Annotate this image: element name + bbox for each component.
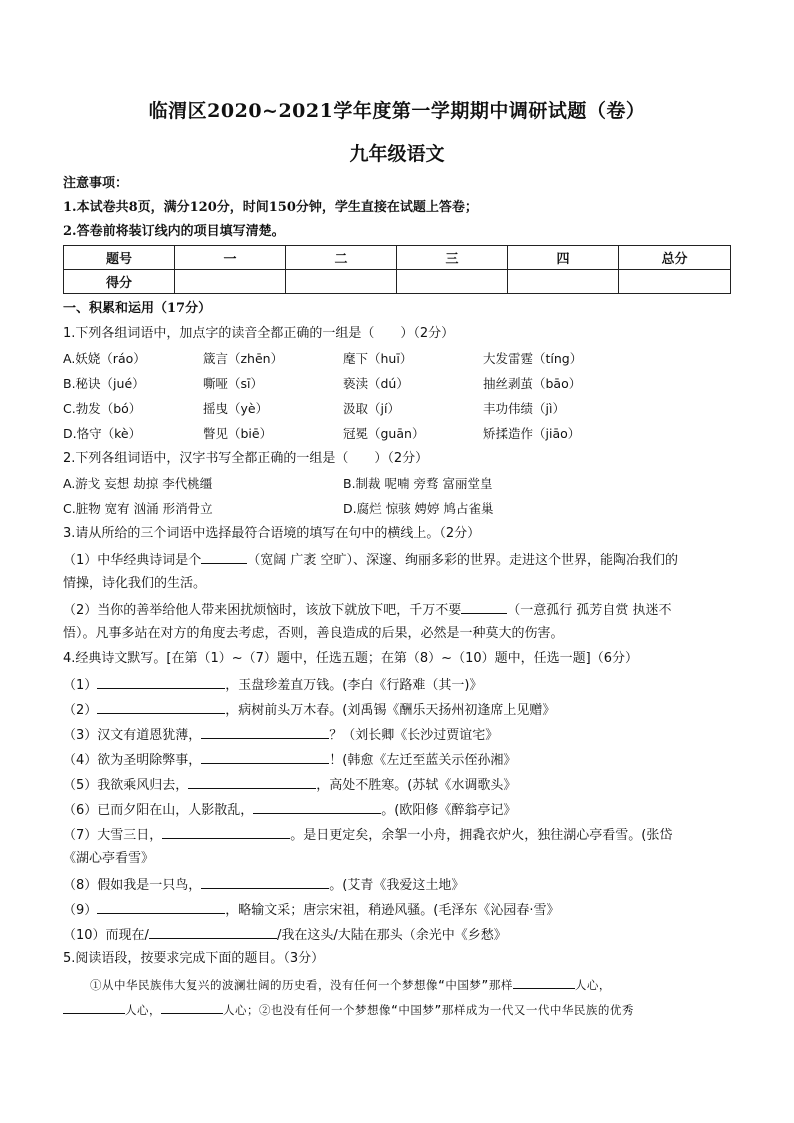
option-item: 瞥见（biē） xyxy=(203,426,273,441)
score-cell[interactable] xyxy=(508,270,619,294)
poem-text: /我在这头/大陆在那头（余光中《乡愁》 xyxy=(276,928,507,943)
passage-line xyxy=(90,974,611,995)
notice-item-1: 1.本试卷共8页，满分120分，时间150分钟，学生直接在试题上答卷； xyxy=(63,200,478,215)
answer-blank[interactable] xyxy=(201,874,329,889)
poem-text: （8）假如我是一只鸟， xyxy=(63,878,202,893)
answer-blank[interactable] xyxy=(162,824,290,839)
section-heading: 一、积累和运用（17分） xyxy=(63,301,212,316)
question-sentence xyxy=(63,599,672,621)
option-item: C.脏物 宽宥 汹涌 形消骨立 xyxy=(63,501,213,516)
answer-blank[interactable] xyxy=(149,924,277,939)
poem-line xyxy=(63,874,464,896)
poem-text: ，略输文采；唐宗宋祖，稍逊风骚。(毛泽东《沁园春·雪》 xyxy=(225,903,560,918)
poem-text: （1） xyxy=(63,678,98,693)
answer-blank[interactable] xyxy=(188,774,316,789)
poem-line xyxy=(63,799,516,821)
passage-text: 人心， xyxy=(125,1003,161,1017)
option-item: B.秘诀（jué） xyxy=(63,376,145,391)
answer-blank[interactable] xyxy=(97,699,225,714)
question-stem: 5.阅读语段，按要求完成下面的题目。（3分） xyxy=(63,951,325,966)
score-table-score-row xyxy=(64,270,731,294)
poem-text: （3）汉文有道恩犹薄， xyxy=(63,728,202,743)
exam-title: 临渭区2020~2021学年度第一学期期中调研试题（卷） xyxy=(148,100,646,122)
answer-blank[interactable] xyxy=(201,549,247,564)
score-cell[interactable] xyxy=(397,270,508,294)
option-item: 抽丝剥茧（bāo） xyxy=(483,376,582,391)
question-stem: 4.经典诗文默写。[在第（1）~（7）题中，任选五题；在第（8）~（10）题中，任选一题]（6分） xyxy=(63,651,638,666)
score-cell[interactable] xyxy=(619,270,731,294)
question-stem: 2.下列各组词语中，汉字书写全都正确的一组是（ ）（2分） xyxy=(63,451,429,466)
poem-text: （6）已而夕阳在山，人影散乱， xyxy=(63,803,254,818)
poem-text: （2） xyxy=(63,703,98,718)
poem-text: ？（刘长卿《长沙过贾谊宅》 xyxy=(329,728,499,743)
passage-text: 人心；②也没有任何一个梦想像“中国梦”那样成为一代又一代中华民族的优秀 xyxy=(223,1003,634,1017)
poem-line xyxy=(63,899,560,921)
table-row-label: 得分 xyxy=(64,270,175,294)
poem-text: （5）我欲乘风归去， xyxy=(63,778,189,793)
exam-subtitle: 九年级语文 xyxy=(349,143,445,165)
sentence-text: （宽阔 广袤 空旷）、深邃、绚丽多彩的世界。走进这个世界，能陶冶我们的 xyxy=(247,553,679,568)
score-table-header-row xyxy=(64,246,731,270)
sentence-text: 情操，诗化我们的生活。 xyxy=(63,576,207,591)
poem-line xyxy=(63,724,498,746)
answer-blank[interactable] xyxy=(461,599,507,614)
answer-blank[interactable] xyxy=(201,749,329,764)
poem-text: 。(艾青《我爱这土地》 xyxy=(329,878,465,893)
option-item: 箴言（zhēn） xyxy=(203,351,284,366)
option-item: A.游戈 妄想 劫掠 李代桃缰 xyxy=(63,476,213,491)
option-item: B.制裁 呢喃 旁骛 富丽堂皇 xyxy=(343,476,493,491)
table-header-cell: 四 xyxy=(508,246,619,270)
notice-item-2: 2.答卷前将装订线内的项目填写清楚。 xyxy=(63,224,285,239)
poem-text: ，高处不胜寒。(苏轼《水调歌头》 xyxy=(316,778,517,793)
option-item: D.腐烂 惊骇 娉婷 鸠占雀巢 xyxy=(343,501,494,516)
option-item: 嘶哑（sī） xyxy=(203,376,263,391)
poem-text: 。(欧阳修《醉翁亭记》 xyxy=(381,803,517,818)
table-header-cell: 三 xyxy=(397,246,508,270)
option-item: 麾下（huī） xyxy=(343,351,413,366)
poem-text: （10）而现在/ xyxy=(63,928,149,943)
score-cell[interactable] xyxy=(175,270,286,294)
passage-text: ①从中华民族伟大复兴的波澜壮阔的历史看，没有任何一个梦想像“中国梦”那样 xyxy=(90,978,513,992)
option-item: 摇曳（yè） xyxy=(203,401,269,416)
option-item: C.勃发（bó） xyxy=(63,401,142,416)
sentence-text: （2）当你的善举给他人带来困扰烦恼时，该放下就放下吧，千万不要 xyxy=(63,603,462,618)
answer-blank[interactable] xyxy=(253,799,381,814)
score-cell[interactable] xyxy=(286,270,397,294)
sentence-text: （1）中华经典诗词是个 xyxy=(63,553,202,568)
poem-text: （7）大雪三日， xyxy=(63,828,163,843)
sentence-text: （一意孤行 孤芳自赏 执迷不 xyxy=(507,603,672,618)
question-stem: 1.下列各组词语中，加点字的读音全都正确的一组是（ ）（2分） xyxy=(63,326,455,341)
poem-line xyxy=(63,699,555,721)
notice-heading: 注意事项： xyxy=(63,176,129,191)
table-header-cell: 题号 xyxy=(64,246,175,270)
poem-line xyxy=(63,674,482,696)
poem-line xyxy=(63,774,516,796)
poem-line xyxy=(63,824,672,846)
poem-text: （9） xyxy=(63,903,98,918)
answer-blank[interactable] xyxy=(161,999,223,1014)
option-item: 汲取（jí） xyxy=(343,401,400,416)
question-sentence xyxy=(63,549,678,571)
answer-blank[interactable] xyxy=(97,674,225,689)
poem-text: 。是日更定矣，余挐一小舟，拥毳衣炉火，独往湖心亭看雪。(张岱 xyxy=(290,828,673,843)
passage-text: 人心， xyxy=(574,978,611,992)
answer-blank[interactable] xyxy=(97,899,225,914)
option-item: 冠冕（guān） xyxy=(343,426,425,441)
option-item: D.恪守（kè） xyxy=(63,426,142,441)
option-item: 大发雷霆（tíng） xyxy=(483,351,583,366)
passage-line xyxy=(63,999,634,1020)
option-item: 丰功伟绩（jì） xyxy=(483,401,565,416)
poem-text: 《湖心亭看雪》 xyxy=(63,851,155,866)
poem-line xyxy=(63,924,507,946)
question-stem: 3.请从所给的三个词语中选择最符合语境的填写在句中的横线上。（2分） xyxy=(63,526,481,541)
answer-blank[interactable] xyxy=(513,974,575,989)
poem-text: （4）欲为圣明除弊事， xyxy=(63,753,202,768)
score-table xyxy=(63,245,731,294)
table-header-cell: 总分 xyxy=(619,246,731,270)
table-header-cell: 一 xyxy=(175,246,286,270)
sentence-text: 悟）。凡事多站在对方的角度去考虑，否则，善良造成的后果，必然是一种莫大的伤害。 xyxy=(63,626,564,641)
poem-text: ！(韩愈《左迁至蓝关示侄孙湘》 xyxy=(329,753,517,768)
table-header-cell: 二 xyxy=(286,246,397,270)
answer-blank[interactable] xyxy=(63,999,125,1014)
poem-line xyxy=(63,749,516,771)
poem-text: ，玉盘珍羞直万钱。(李白《行路难（其一)》 xyxy=(225,678,483,693)
poem-text: ，病树前头万木春。(刘禹锡《酬乐天扬州初逢席上见赠》 xyxy=(225,703,556,718)
option-item: 亵渎（dú） xyxy=(343,376,409,391)
option-item: A.妖娆（ráo） xyxy=(63,351,146,366)
option-item: 矫揉造作（jiāo） xyxy=(483,426,581,441)
answer-blank[interactable] xyxy=(201,724,329,739)
